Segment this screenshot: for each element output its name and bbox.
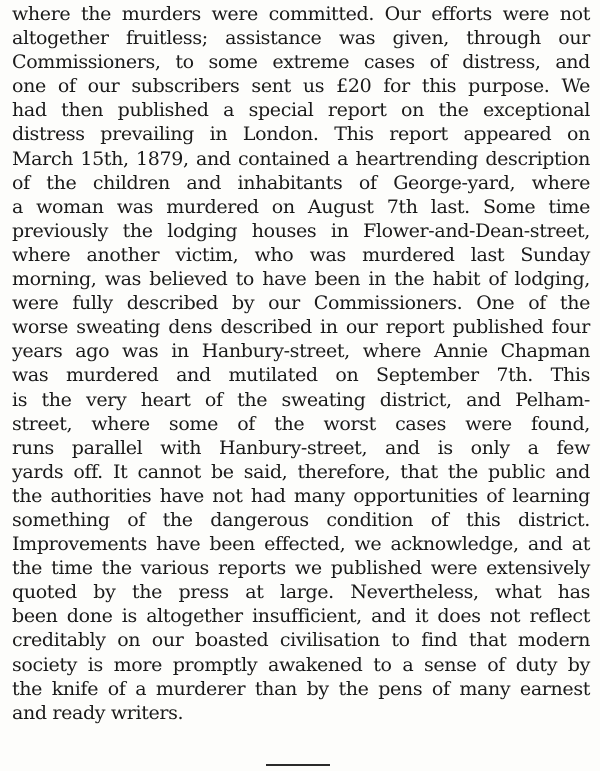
text-line: of the children and inhabitants of George-yard, where [12, 171, 590, 194]
text-line: a woman was murdered on August 7th last. Some time [12, 195, 590, 218]
text-line: something of the dangerous condition of this district. [12, 508, 590, 531]
text-line: years ago was in Hanbury-street, where Annie Chapman [12, 340, 590, 363]
article-column [12, 2, 590, 725]
text-line: where the murders were committed. Our efforts were not [12, 3, 590, 25]
text-line: was murdered and mutilated on September 7th. This [12, 364, 590, 387]
text-line: been done is altogether insufficient, and it does not reflect [12, 605, 590, 628]
text-line: society is more promptly awakened to a sense of duty by [12, 653, 590, 676]
text-line: had then published a special report on the exceptional [12, 99, 590, 122]
text-line: Improvements have been effected, we acknowledge, and at [12, 533, 590, 556]
text-line: Commissioners, to some extreme cases of distress, and [12, 51, 590, 74]
text-line: yards off. It cannot be said, therefore, that the public and [12, 460, 590, 483]
text-line: the time the various reports we published were extensively [12, 557, 590, 580]
text-line: previously the lodging houses in Flower-and-Dean-street, [12, 219, 590, 242]
text-line: worse sweating dens described in our report published four [12, 316, 590, 339]
text-line: quoted by the press at large. Nevertheless, what has [12, 581, 590, 604]
text-line-last: and ready writers. [12, 701, 184, 724]
text-line: where another victim, who was murdered last Sunday [12, 243, 590, 266]
text-line: March 15th, 1879, and contained a heartrending description [12, 147, 590, 170]
text-line: runs parallel with Hanbury-street, and is only a few [12, 436, 590, 459]
text-line: distress prevailing in London. This report appeared on [12, 123, 590, 146]
text-line: is the very heart of the sweating district, and Pelham- [12, 388, 590, 411]
text-line: street, where some of the worst cases were found, [12, 412, 590, 435]
text-line: creditably on our boasted civilisation to find that modern [12, 629, 590, 652]
text-line: morning, was believed to have been in the habit of lodging, [12, 268, 590, 291]
text-line: the authorities have not had many opportunities of learning [12, 484, 590, 507]
text-line: were fully described by our Commissioners. One of the [12, 292, 590, 315]
text-line: the knife of a murderer than by the pens of many earnest [12, 677, 590, 700]
text-line: one of our subscribers sent us £20 for this purpose. We [12, 75, 590, 98]
section-divider-rule [266, 764, 330, 766]
text-line: altogether fruitless; assistance was given, through our [12, 27, 590, 50]
